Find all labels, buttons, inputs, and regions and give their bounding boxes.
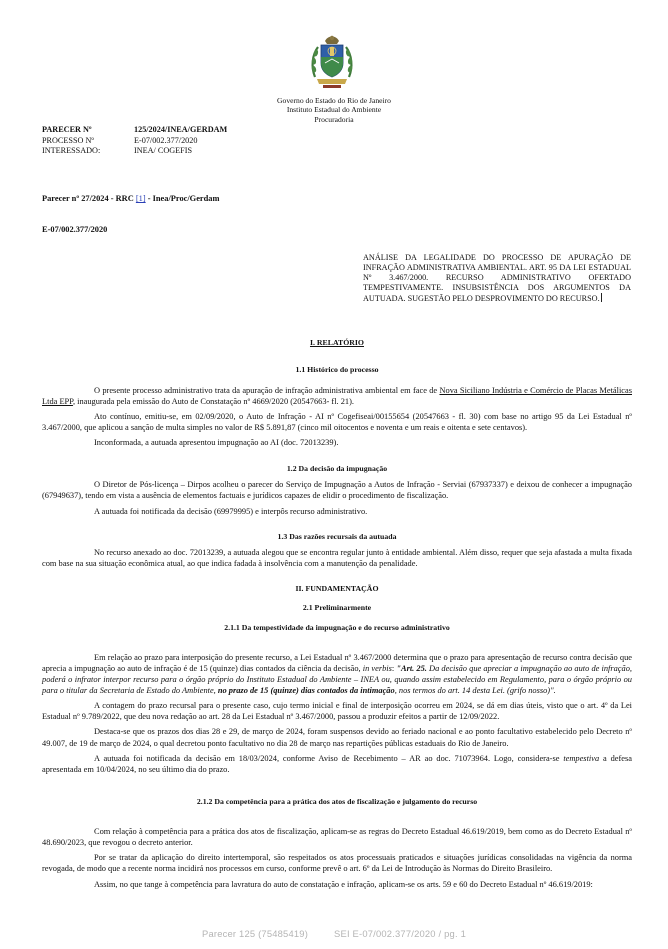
subsection-heading-competencia: 2.1.2 Da competência para a prática dos atos de fiscalização e julgamento do recurso <box>196 796 478 806</box>
section-heading-relatorio: I. RELATÓRIO <box>309 338 364 347</box>
meta-label: PARECER Nº <box>42 125 92 134</box>
paragraph: A contagem do prazo recursal para o presente caso, cujo termo inicial e final de interposição ocorreu em 2024, se dá em dias úteis, visto que o art. 4º da Lei Estadual nº 9.789/2022, que deu nova redação ao art. 28 da Lei Estadual nº 3.467/2000, passou a produzir efeitos a partir de 12/09/2022. <box>42 701 632 722</box>
ementa-text: ANÁLISE DA LEGALIDADE DO PROCESSO DE APURAÇÃO DE INFRAÇÃO ADMINISTRATIVA AMBIENTAL. ART. 95 DA LEI ESTADUAL Nº 3.467/2000. RECURSO ADMINISTRATIVO OFERTADO TEMPESTIVAMENTE. INSUBSISTÊNCIA DOS ARGUMENTOS DA AUTUADA. SUGESTÃO PELO DESPROVIMENTO DO RECURSO. <box>363 253 631 303</box>
company-name: Nova Siciliano Indústria e Comércio de Placas Metálicas Ltda EPP <box>42 385 632 406</box>
subsection-heading-historico: 1.1 Histórico do processo <box>295 365 379 375</box>
paragraph: No recurso anexado ao doc. 72013239, a autuada alegou que se encontra regular junto à entidade ambiental. Além disso, requer que seja afastada a multa fixada com base na sua situação econômica atual, ao que indica fadada à insolvência com a manutenção da penalidade. <box>42 547 632 568</box>
process-number: E-07/002.377/2020 <box>42 225 108 234</box>
meta-value: 125/2024/INEA/GERDAM <box>134 125 228 134</box>
paragraph: Assim, no que tange à competência para lavratura do auto de constatação e infração, aplicam-se os arts. 59 e 60 do Decreto Estadual nº 46.619/2019: <box>94 879 593 889</box>
paragraph: Inconformada, a autuada apresentou impugnação ao AI (doc. 72013239). <box>94 437 339 447</box>
institution-header <box>200 96 468 124</box>
meta-row-processo <box>42 136 227 147</box>
paragraph: O presente processo administrativo trata da apuração de infração administrativa ambiental em face de Nova Siciliano Indústria e Comércio de Placas Metálicas Ltda EPP, inaugurada pela emissão do Auto de Constatação nº 4669/2020 (20547663- fl. 21). <box>42 385 632 406</box>
header-line-institute: Instituto Estadual do Ambiente <box>286 105 382 115</box>
meta-value: INEA/ COGEFIS <box>134 146 192 155</box>
paragraph: Ato contínuo, emitiu-se, em 02/09/2020, o Auto de Infração - AI nº Cogefiseai/00155654 (20547663 - fl. 30) com base no artigo 95 da Lei Estadual nº 3.467/2000, que aplicou a sanção de multa simples no valor de R$ 5.891,87 (cinco mil oitocentos e noventa e um reais e oitenta e sete centavos). <box>42 411 632 432</box>
subsection-heading-decisao: 1.2 Da decisão da impugnação <box>286 464 388 474</box>
ementa-summary[interactable] <box>363 253 631 304</box>
document-body <box>42 338 632 890</box>
meta-label: PROCESSO Nº <box>42 135 94 145</box>
meta-label: INTERESSADO: <box>42 146 101 155</box>
paragraph: O Diretor de Pós-licença – Dirpos acolheu o parecer do Serviço de Impugnação a Autos de Infração - Serviai (67937337) e deixou de conhecer a impugnação (67949637), tendo em vista a ausência de elementos factuais e jurídicos capazes de elidir o procedimento de fiscalização. <box>42 480 632 501</box>
parecer-reference <box>42 193 219 204</box>
coat-of-arms-icon <box>309 33 355 89</box>
meta-value: E-07/002.377/2020 <box>134 135 198 145</box>
footnote-link[interactable]: [1] <box>135 194 146 203</box>
parecer-reference-text: Parecer nº 27/2024 - RRC <box>42 194 136 203</box>
meta-row-interessado <box>42 146 227 157</box>
section-heading-fundamentacao: II. FUNDAMENTAÇÃO <box>295 584 379 594</box>
page-footer <box>0 928 668 940</box>
paragraph: Em relação ao prazo para interposição do presente recurso, a Lei Estadual nº 3.467/2000 determina que o prazo para apresentação de recurso contra decisão que aprecia a impugnação ao auto de infração é de 15 (quinze) dias contados da ciência da decisão, in verbis: "Art. 25. Da decisão que apreciar a impugnação ao auto de infração, poderá o infrator interpor recurso para o órgão próprio do Instituto Estadual do Ambiente – INEA ou, quando assim estabelecido em Regulamento, para o órgão próprio ou para o titular da Secretaria de Estado do Ambiente, no prazo de 15 (quinze) dias contados da intimação, nos termos do art. 14 desta Lei. (grifo nosso)". <box>42 652 632 696</box>
meta-row-parecer <box>42 125 227 136</box>
text-cursor <box>601 293 602 302</box>
parecer-reference-suffix: - Inea/Proc/Gerdam <box>145 194 220 203</box>
subsection-heading-razoes: 1.3 Das razões recursais da autuada <box>277 531 397 541</box>
paragraph: Por se tratar da aplicação do direito intertemporal, são respeitados os atos processuais praticados e situações jurídicas consolidadas na vigência da norma revogada, de modo que a recente norma incidirá nos processos em curso, conforme prevê o art. 6º da Lei de Introdução às Normas do Direito Brasileiro. <box>42 853 632 874</box>
paragraph: A autuada foi notificada da decisão (69979995) e interpôs recurso administrativo. <box>94 506 368 516</box>
paragraph: A autuada foi notificada da decisão em 18/03/2024, conforme Aviso de Recebimento – AR ao doc. 71073964. Logo, considera-se tempestiva a defesa apresentada em 10/04/2024, no seu último dia do prazo. <box>42 753 632 774</box>
document-metadata <box>42 125 227 157</box>
subsection-heading-tempestividade: 2.1.1 Da tempestividade da impugnação e do recurso administrativo <box>224 622 450 632</box>
footer-page-info: SEI E-07/002.377/2020 / pg. 1 <box>334 928 466 939</box>
header-line-government: Governo do Estado do Rio de Janeiro <box>277 96 391 105</box>
paragraph: Com relação à competência para a prática dos atos de fiscalização, aplicam-se as regras do Decreto Estadual 46.619/2019, bem como as do Decreto Estadual nº 48.690/2023, que revogou o decreto anterior. <box>42 827 632 848</box>
header-line-department: Procuradoria <box>314 114 354 124</box>
subsection-heading-preliminarmente: 2.1 Preliminarmente <box>302 603 372 613</box>
footer-document-id: Parecer 125 (75485419) <box>202 928 309 939</box>
paragraph: Destaca-se que os prazos dos dias 28 e 29, de março de 2024, foram suspensos devido ao feriado nacional e ao ponto facultativo estabelecido pelo Decreto nº 49.007, de 19 de março de 2024, o qual decretou ponto facultativo no dia 28 de março nas repartições públicas estaduais do Rio de Janeiro. <box>42 727 632 748</box>
